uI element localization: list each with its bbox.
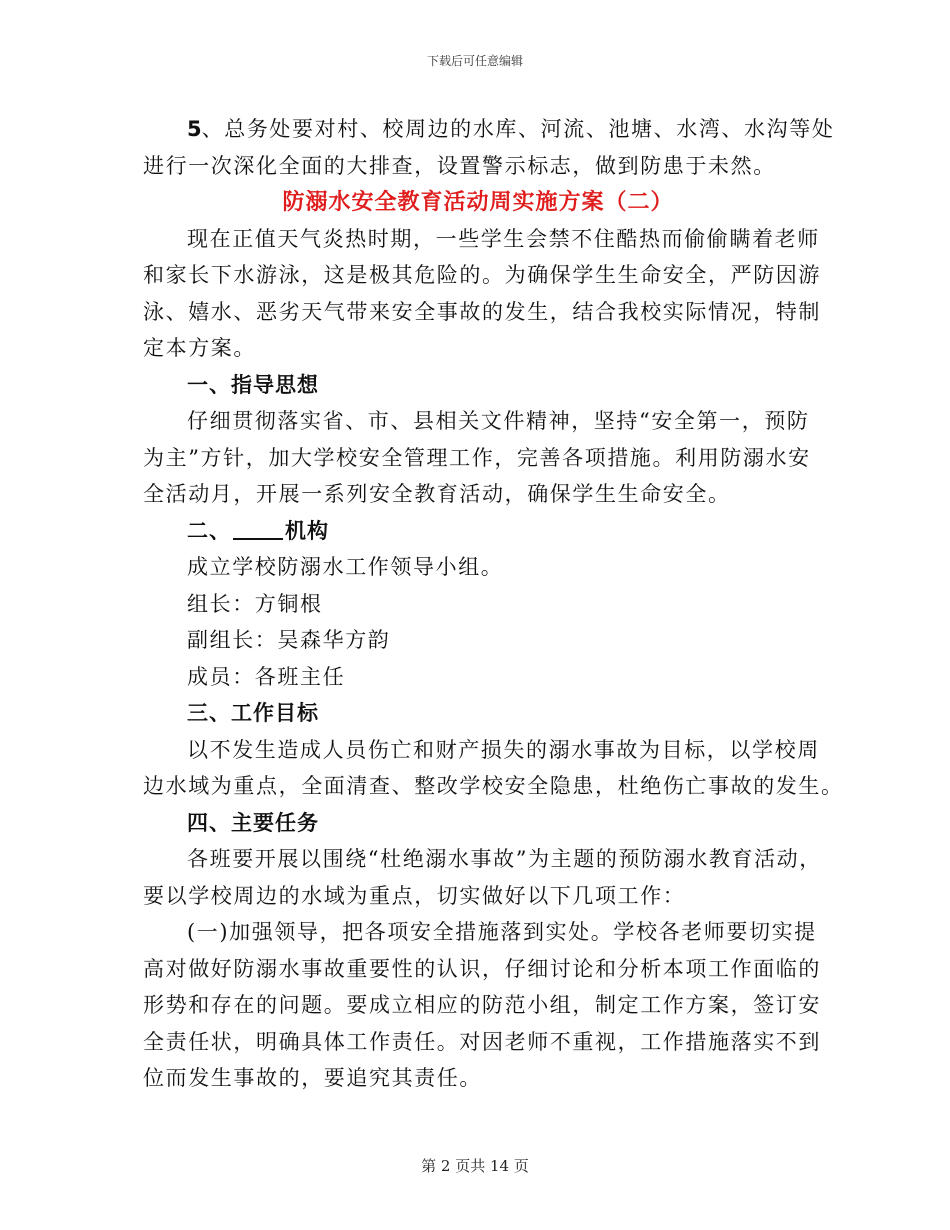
section4-line: (一)加强领导，把各项安全措施落到实处。学校各老师要切实提 <box>187 920 817 944</box>
section4-line: 要以学校周边的水域为重点，切实做好以下几项工作： <box>143 883 686 908</box>
intro-line: 定本方案。 <box>143 336 256 360</box>
section4-line: 高对做好防溺水事故重要性的认识，仔细讨论和分析本项工作面临的 <box>143 956 821 981</box>
section4-line: 位而发生事故的，要追究其责任。 <box>143 1066 482 1090</box>
intro-line: 现在正值天气炎热时期，一些学生会禁不住酷热而偷偷瞒着老师 <box>187 226 820 251</box>
page-header: 下载后可任意编辑 <box>426 54 523 68</box>
document-title: 防溺水安全教育活动周实施方案（二） <box>282 189 674 215</box>
section4-line: 各班要开展以围绕“杜绝溺水事故”为主题的预防溺水教育活动， <box>187 847 822 871</box>
blank-underline <box>233 516 283 540</box>
heading-prefix: 二、 <box>187 518 231 543</box>
section3-line: 以不发生造成人员伤亡和财产损失的溺水事故为目标，以学校周 <box>187 737 820 762</box>
item-5-text: 、总务处要对村、校周边的水库、河流、池塘、水湾、水沟等处 <box>201 117 835 141</box>
section-heading-main-tasks: 四、主要任务 <box>187 810 319 835</box>
item-5-line-2: 进行一次深化全面的大排查，设置警示标志，做到防患于未然。 <box>143 153 776 178</box>
section-heading-guiding-thought: 一、指导思想 <box>187 372 319 397</box>
heading-suffix: 机构 <box>285 518 329 543</box>
section4-line: 全责任状，明确具体工作责任。对因老师不重视，工作措施落实不到 <box>143 1029 821 1054</box>
section1-line: 为主”方针，加大学校安全管理工作，完善各项措施。利用防溺水安 <box>143 445 811 470</box>
item-number: 5 <box>187 117 202 141</box>
intro-line: 泳、嬉水、恶劣天气带来安全事故的发生，结合我校实际情况，特制 <box>143 299 821 324</box>
section1-line: 仔细贯彻落实省、市、县相关文件精神，坚持“安全第一，预防 <box>187 409 810 433</box>
section2-line: 组长：方铜根 <box>187 591 323 616</box>
intro-line: 和家长下水游泳，这是极其危险的。为确保学生生命安全，严防因游 <box>143 263 821 287</box>
section1-line: 全活动月，开展一系列安全教育活动，确保学生生命安全。 <box>143 482 731 506</box>
section2-line: 成立学校防溺水工作领导小组。 <box>187 555 504 579</box>
section2-line: 副组长：吴森华方韵 <box>187 628 391 652</box>
page-footer: 第 2 页共 14 页 <box>421 1157 529 1175</box>
section-heading-work-goal: 三、工作目标 <box>187 701 319 725</box>
document-body <box>143 111 844 1097</box>
section3-line: 边水域为重点，全面清查、整改学校安全隐患，杜绝伤亡事故的发生。 <box>143 774 844 798</box>
section-heading-organization <box>143 513 813 550</box>
section2-line: 成员：各班主任 <box>187 664 346 689</box>
section4-line: 形势和存在的问题。要成立相应的防范小组，制定工作方案，签订安 <box>143 993 821 1017</box>
item-5-line-1 <box>143 111 835 148</box>
